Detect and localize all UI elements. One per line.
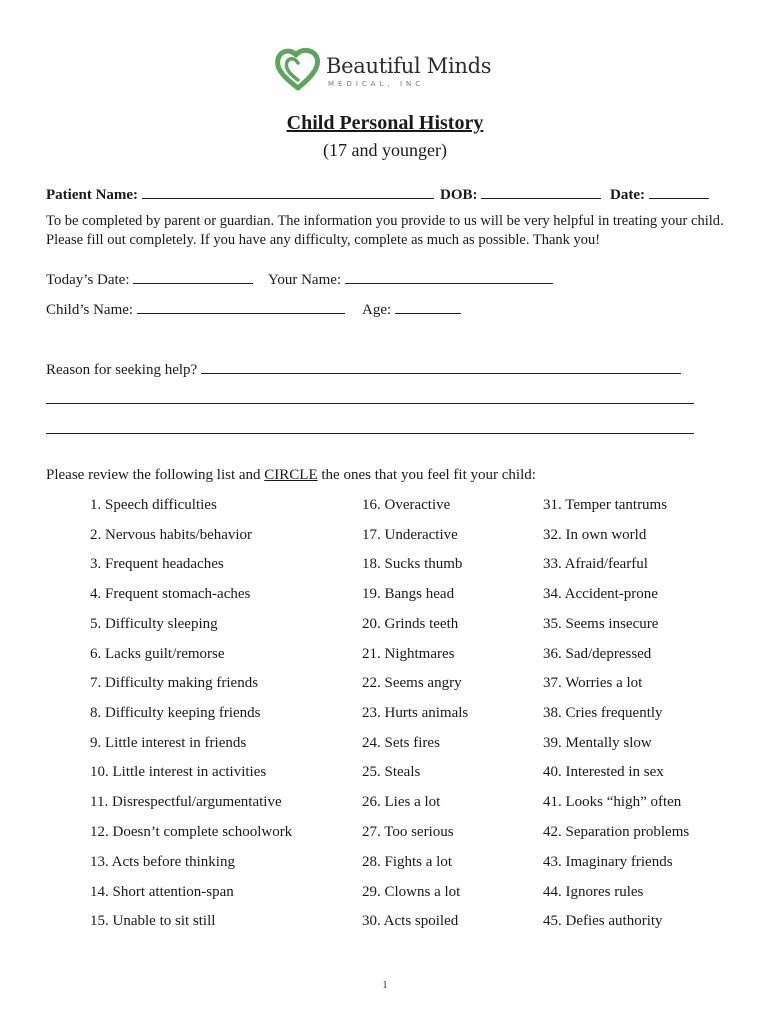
checklist-item[interactable]: 18. Sucks thumb <box>362 556 463 572</box>
childs-name-field[interactable] <box>137 299 345 314</box>
brand-name: Beautiful Minds <box>326 54 492 78</box>
checklist-item[interactable]: 15. Unable to sit still <box>90 913 216 929</box>
checklist-item[interactable]: 12. Doesn’t complete schoolwork <box>90 824 293 840</box>
checklist-item[interactable]: 24. Sets fires <box>362 735 440 751</box>
checklist-item[interactable]: 3. Frequent headaches <box>90 556 224 572</box>
childs-name-label: Child’s Name: <box>46 302 134 318</box>
checklist-item[interactable]: 27. Too serious <box>362 824 454 840</box>
checklist-item[interactable]: 28. Fights a lot <box>362 854 453 870</box>
your-name-field[interactable] <box>345 269 553 284</box>
date-row <box>610 184 709 204</box>
checklist-item[interactable]: 32. In own world <box>543 527 647 543</box>
checklist-item[interactable]: 42. Separation problems <box>543 824 690 840</box>
checklist-item[interactable]: 34. Accident-prone <box>543 586 658 602</box>
instructions-before: Please review the following list and <box>46 467 265 483</box>
checklist-item[interactable]: 16. Overactive <box>362 497 451 513</box>
checklist-item[interactable]: 7. Difficulty making friends <box>90 675 259 691</box>
checklist-instructions <box>46 467 536 484</box>
checklist-item[interactable]: 35. Seems insecure <box>543 616 659 632</box>
reason-row <box>46 359 681 379</box>
patient-name-label: Patient Name: <box>46 187 139 203</box>
dob-field[interactable] <box>481 184 601 199</box>
date-field[interactable] <box>649 184 709 199</box>
patient-name-field[interactable] <box>142 184 434 199</box>
checklist-item[interactable]: 2. Nervous habits/behavior <box>90 527 253 543</box>
reason-line-3[interactable] <box>46 433 694 434</box>
age-field[interactable] <box>395 299 461 314</box>
checklist-item[interactable]: 37. Worries a lot <box>543 675 643 691</box>
your-name-row <box>268 269 553 289</box>
age-label: Age: <box>362 302 392 318</box>
checklist-item[interactable]: 44. Ignores rules <box>543 884 644 900</box>
childs-name-row <box>46 299 345 319</box>
dob-label: DOB: <box>440 187 478 203</box>
reason-field[interactable] <box>201 359 681 374</box>
checklist-item[interactable]: 29. Clowns a lot <box>362 884 461 900</box>
checklist-item[interactable]: 26. Lies a lot <box>362 794 441 810</box>
reason-line-2[interactable] <box>46 403 694 404</box>
todays-date-label: Today’s Date: <box>46 272 130 288</box>
brand-subtitle: MEDICAL, INC <box>328 80 425 88</box>
checklist-item[interactable]: 45. Defies authority <box>543 913 663 929</box>
todays-date-row <box>46 269 253 289</box>
heart-logo-icon <box>274 46 322 92</box>
reason-label: Reason for seeking help? <box>46 362 198 378</box>
checklist-item[interactable]: 5. Difficulty sleeping <box>90 616 218 632</box>
checklist-item[interactable]: 17. Underactive <box>362 527 458 543</box>
checklist-item[interactable]: 10. Little interest in activities <box>90 764 267 780</box>
checklist-item[interactable]: 23. Hurts animals <box>362 705 469 721</box>
instructions-circle: CIRCLE <box>264 467 318 483</box>
checklist-item[interactable]: 38. Cries frequently <box>543 705 663 721</box>
checklist-item[interactable]: 39. Mentally slow <box>543 735 652 751</box>
checklist-item[interactable]: 33. Afraid/fearful <box>543 556 648 572</box>
checklist-item[interactable]: 1. Speech difficulties <box>90 497 217 513</box>
form-title: Child Personal History <box>286 112 484 134</box>
checklist-item[interactable]: 21. Nightmares <box>362 646 455 662</box>
checklist-item[interactable]: 14. Short attention-span <box>90 884 234 900</box>
date-label: Date: <box>610 187 645 203</box>
checklist-item[interactable]: 8. Difficulty keeping friends <box>90 705 261 721</box>
patient-name-row <box>46 184 434 204</box>
checklist-item[interactable]: 19. Bangs head <box>362 586 455 602</box>
checklist-item[interactable]: 36. Sad/depressed <box>543 646 652 662</box>
form-subtitle: (17 and younger) <box>323 140 447 160</box>
todays-date-field[interactable] <box>133 269 253 284</box>
checklist-item[interactable]: 11. Disrespectful/argumentative <box>90 794 282 810</box>
checklist-item[interactable]: 41. Looks “high” often <box>543 794 682 810</box>
instructions-after: the ones that you feel fit your child: <box>317 467 536 483</box>
checklist-item[interactable]: 40. Interested in sex <box>543 764 664 780</box>
checklist-item[interactable]: 13. Acts before thinking <box>90 854 235 870</box>
page-number: 1 <box>382 980 388 991</box>
checklist-item[interactable]: 22. Seems angry <box>362 675 462 691</box>
brand-logo <box>274 46 504 94</box>
checklist-item[interactable]: 43. Imaginary friends <box>543 854 673 870</box>
intro-text: To be completed by parent or guardian. The information you provide to us will be very helpful in treating your child. Please fill out completely. If you have any difficulty, complete as much as possible. Thank you! <box>46 213 724 248</box>
your-name-label: Your Name: <box>268 272 342 288</box>
checklist-item[interactable]: 9. Little interest in friends <box>90 735 247 751</box>
checklist-item[interactable]: 4. Frequent stomach-aches <box>90 586 251 602</box>
checklist-item[interactable]: 30. Acts spoiled <box>362 913 459 929</box>
checklist-item[interactable]: 25. Steals <box>362 764 421 780</box>
checklist-item[interactable]: 31. Temper tantrums <box>543 497 668 513</box>
checklist-item[interactable]: 6. Lacks guilt/remorse <box>90 646 225 662</box>
checklist-item[interactable]: 20. Grinds teeth <box>362 616 459 632</box>
age-row <box>362 299 461 319</box>
dob-row <box>440 184 601 204</box>
